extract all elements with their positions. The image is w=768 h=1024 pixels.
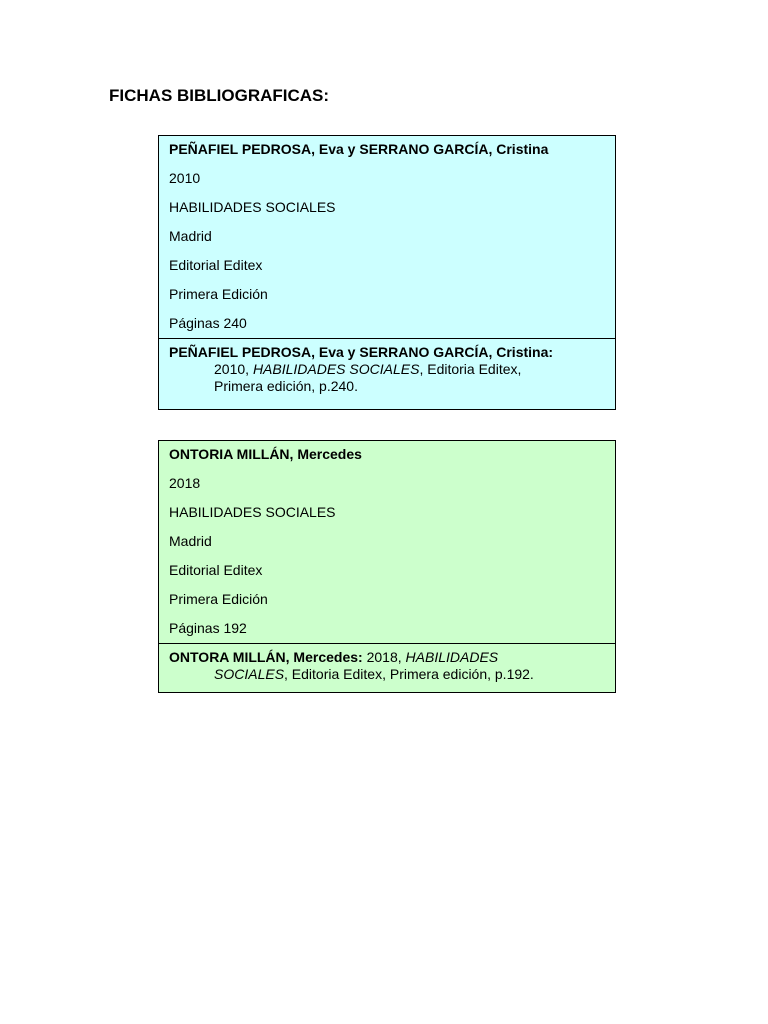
citation-publisher: , Editoria Editex, Primera edición, p.192.: [284, 666, 534, 682]
card-title: HABILIDADES SOCIALES: [169, 504, 336, 520]
card-city: Madrid: [169, 228, 212, 244]
citation-line: [169, 649, 605, 666]
citation-publisher: , Editoria Editex,: [419, 361, 522, 377]
card-title: HABILIDADES SOCIALES: [169, 199, 336, 215]
card-city: Madrid: [169, 533, 212, 549]
card-edition: Primera Edición: [169, 286, 268, 302]
card-details: [159, 136, 615, 338]
card-year: 2010: [169, 170, 201, 186]
citation-author: ONTORA MILLÁN, Mercedes:: [169, 649, 363, 665]
citation-edition: Primera edición, p.240.: [214, 378, 358, 394]
bibliography-card: [158, 135, 616, 410]
card-details: [159, 441, 615, 643]
card-citation: [159, 643, 615, 692]
card-publisher: Editorial Editex: [169, 562, 263, 578]
citation-year: 2010,: [214, 361, 253, 377]
card-pages: Páginas 192: [169, 620, 247, 636]
citation-line: [169, 666, 605, 683]
card-edition: Primera Edición: [169, 591, 268, 607]
page-title: FICHAS BIBLIOGRAFICAS:: [109, 86, 330, 105]
bibliography-card: [158, 440, 616, 693]
citation-year: 2018,: [362, 649, 406, 665]
citation-author: PEÑAFIEL PEDROSA, Eva y SERRANO GARCÍA, Cristina:: [169, 344, 554, 360]
citation-title-cont: SOCIALES: [214, 666, 285, 682]
card-author: ONTORIA MILLÁN, Mercedes: [169, 446, 362, 462]
card-year: 2018: [169, 475, 201, 491]
citation-line: [169, 361, 605, 378]
citation-title: HABILIDADES: [405, 649, 499, 665]
citation-title: HABILIDADES SOCIALES: [252, 361, 420, 377]
card-author: PEÑAFIEL PEDROSA, Eva y SERRANO GARCÍA, Cristina: [169, 141, 549, 157]
card-publisher: Editorial Editex: [169, 257, 263, 273]
card-pages: Páginas 240: [169, 315, 247, 331]
card-citation: [159, 338, 615, 409]
